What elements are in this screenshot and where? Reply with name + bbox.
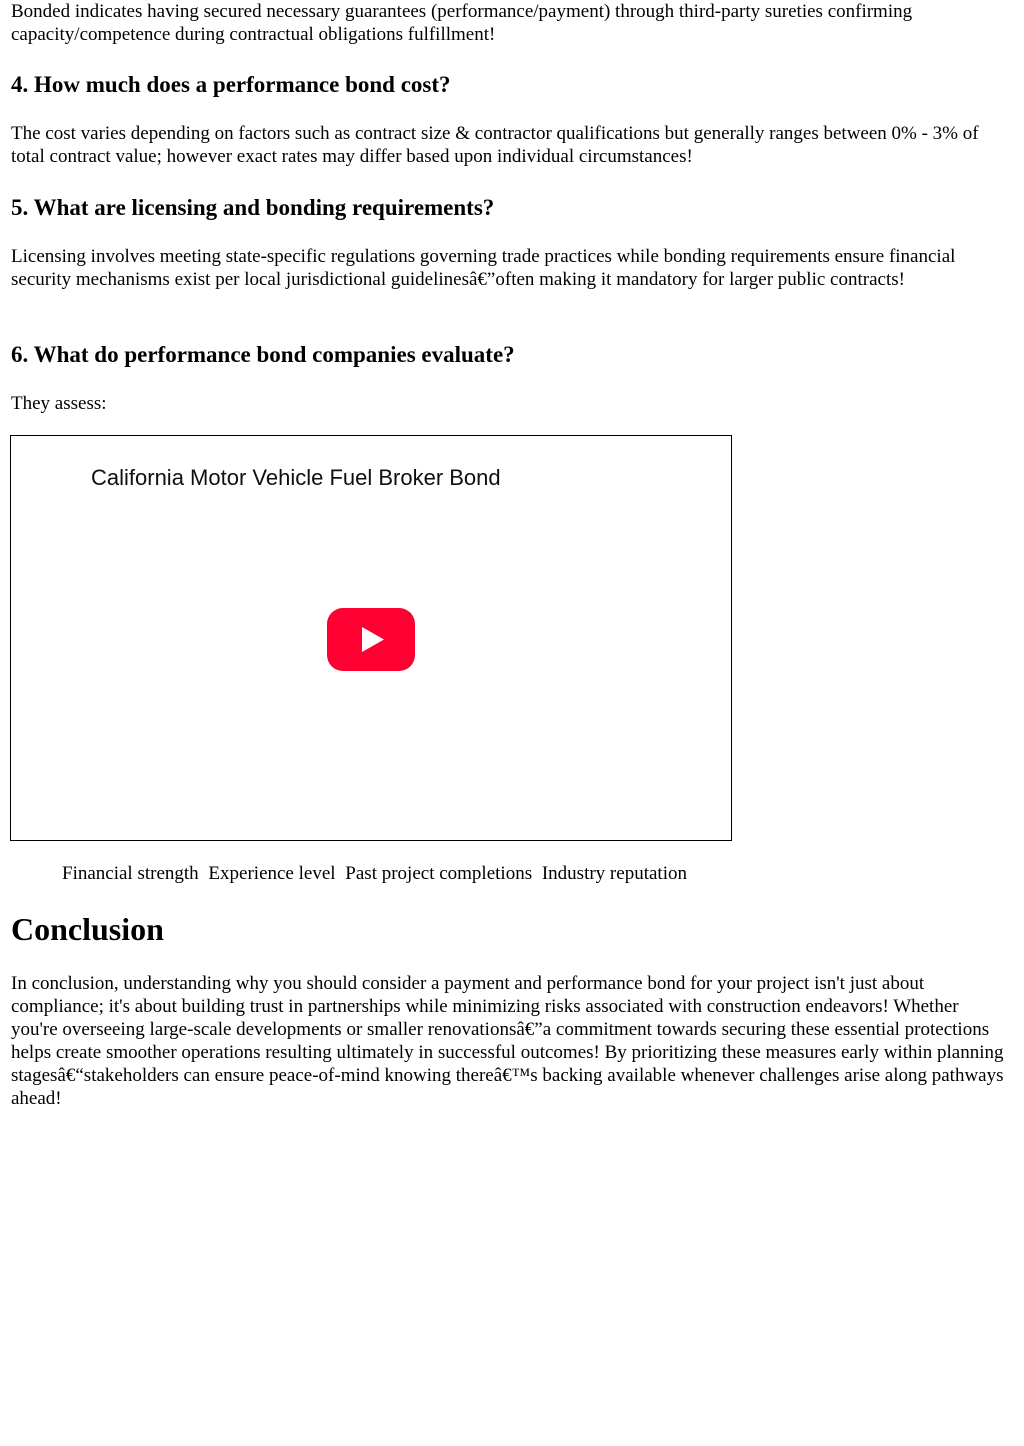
play-button-graphic <box>327 608 415 671</box>
youtube-play-icon[interactable] <box>327 608 415 671</box>
faq-heading-5: 5. What are licensing and bonding requirements? <box>11 195 495 220</box>
faq-answer-6: They assess: <box>11 393 107 414</box>
faq-answer-5: Licensing involves meeting state-specific regulations governing trade practices while bonding requirements ensure financial security mechanisms exist per local jurisdictional guidelinesâ€”often making it mandatory for larger public contracts! <box>11 246 956 290</box>
faq-heading-4: 4. How much does a performance bond cost? <box>11 72 451 97</box>
embedded-video[interactable] <box>10 435 732 841</box>
conclusion-paragraph: In conclusion, understanding why you should consider a payment and performance bond for your project isn't just about compliance; it's about building trust in partnerships while minimizing risks associated with construction endeavors! Whether you're overseeing large-scale developments or smaller renovationsâ€”a commitment towards securing these essential protections helps create smoother operations resulting ultimately in successful outcomes! By prioritizing these measures early within planning stagesâ€“stakeholders can ensure peace-of-mind knowing thereâ€™s backing available whenever challenges arise along pathways ahead! <box>11 973 1004 1109</box>
assess-item: Industry reputation <box>541 863 687 884</box>
faq-answer-4: The cost varies depending on factors such as contract size & contractor qualifications but generally ranges between 0% - 3% of total contract value; however exact rates may differ based upon individual circumstances! <box>11 123 979 167</box>
assess-item: Experience level <box>208 863 336 884</box>
assess-item: Financial strength <box>62 863 199 884</box>
assess-item: Past project completions <box>345 863 533 884</box>
faq-heading-6: 6. What do performance bond companies evaluate? <box>11 342 515 367</box>
intro-paragraph: Bonded indicates having secured necessary guarantees (performance/payment) through third-party sureties confirming capacity/competence during contractual obligations fulfillment! <box>11 1 913 45</box>
video-title[interactable]: California Motor Vehicle Fuel Broker Bond <box>91 465 501 490</box>
conclusion-heading: Conclusion <box>11 911 164 947</box>
assess-list <box>62 862 692 885</box>
